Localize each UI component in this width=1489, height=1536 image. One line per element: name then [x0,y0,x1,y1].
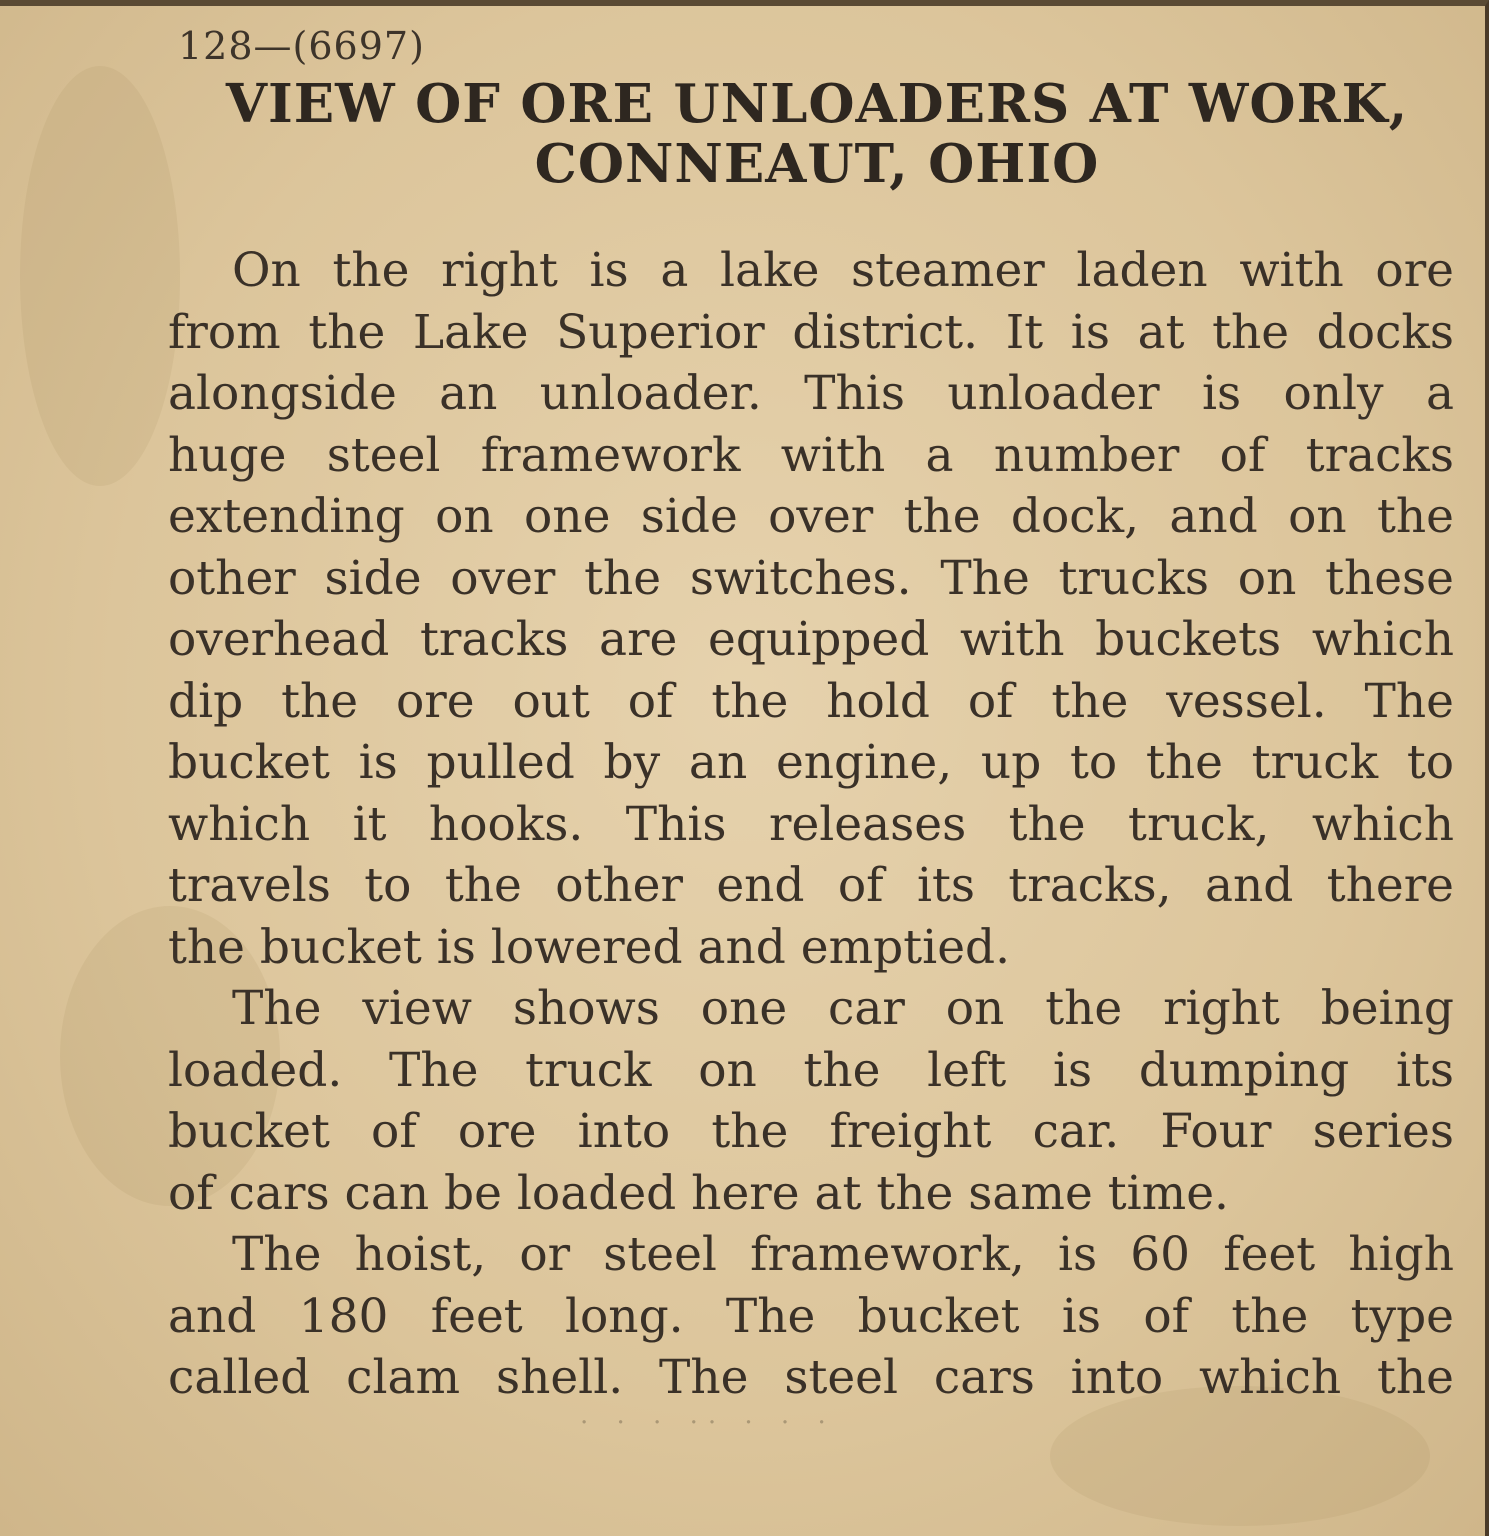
title-line: CONNEAUT, OHIO [534,133,1100,195]
text-line: overhead tracks are equipped with buckets which [168,612,1454,667]
text-line: dip the ore out of the hold of the vessel. The [168,673,1454,729]
description-text [168,240,1454,1409]
text-line: The hoist, or steel framework, is 60 feet high [232,1227,1454,1282]
text-line: The view shows one car on the right being [232,981,1454,1036]
text-line: huge steel framework with a number of tracks [168,427,1454,483]
text-line: loaded. The truck on the left is dumping its [168,1042,1454,1098]
text-line: On the right is a lake steamer laden with ore [232,243,1454,298]
text-line: travels to the other end of its tracks, and there [168,858,1454,913]
catalog-number: 128—(6697) [178,24,425,68]
text-line: called clam shell. The steel cars into which the [168,1350,1454,1405]
text-line: from the Lake Superior district. It is at the docks [168,304,1454,360]
text-line: alongside an unloader. This unloader is only a [168,366,1454,421]
text-line: which it hooks. This releases the truck, which [168,796,1454,852]
text-line: and 180 feet long. The bucket is of the type [168,1288,1454,1344]
paper-stain [20,66,180,486]
text-line: of cars can be loaded here at the same time. [168,1165,1229,1221]
text-line: other side over the switches. The trucks on these [168,550,1454,606]
text-line: bucket of ore into the freight car. Four series [168,1104,1454,1159]
title-line: VIEW OF ORE UNLOADERS AT WORK, [225,73,1409,135]
faded-print-remnant: . . . .. . . . [580,1400,836,1430]
text-line: extending on one side over the dock, and on the [168,489,1454,544]
text-line: bucket is pulled by an engine, up to the truck to [168,735,1454,790]
card-title [172,74,1462,194]
text-line: the bucket is lowered and emptied. [168,919,1011,975]
